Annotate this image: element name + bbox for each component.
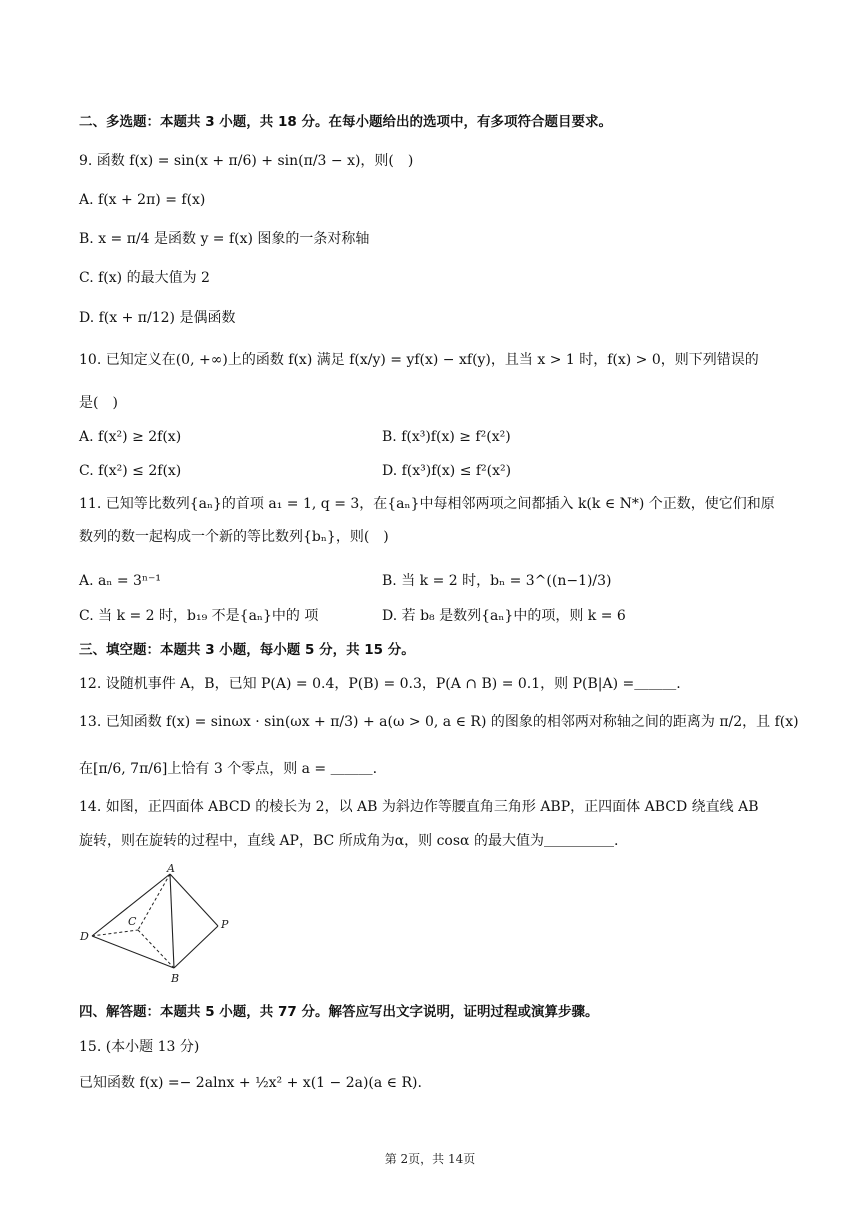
- edge-pb: [174, 926, 218, 968]
- question-15-stem: 已知函数 f(x) =− 2alnx + ½x² + x(1 − 2a)(a ∈ R).: [79, 1075, 422, 1091]
- edge-ac-hidden: [138, 874, 170, 930]
- question-15-title: 15. (本小题 13 分): [79, 1039, 200, 1055]
- section-heading-multiple-choice: 二、多选题：本题共 3 小题，共 18 分。在每小题给出的选项中，有多项符合题目要求。: [79, 114, 612, 130]
- question-10-option-b: B. f(x³)f(x) ≥ f²(x²): [382, 429, 511, 445]
- question-10-option-a: A. f(x²) ≥ 2f(x): [79, 429, 182, 445]
- question-12: 12. 设随机事件 A，B，已知 P(A) = 0.4，P(B) = 0.3，P(A ∩ B) = 0.1，则 P(B|A) =＿＿＿.: [79, 676, 681, 692]
- vertex-label-b: B: [171, 972, 180, 985]
- page-footer: 第 2页，共 14页: [384, 1152, 476, 1166]
- question-11-stem-line-1: 11. 已知等比数列{aₙ}的首项 a₁ = 1, q = 3，在{aₙ}中每相邻两项之间都插入 k(k ∈ N*) 个正数，使它们和原: [79, 496, 775, 512]
- section-heading-solutions: 四、解答题：本题共 5 小题，共 77 分。解答应写出文字说明，证明过程或演算步骤。: [79, 1004, 599, 1020]
- edge-ab: [170, 874, 174, 968]
- question-13-line-2: 在[π/6, 7π/6]上恰有 3 个零点，则 a = ＿＿＿.: [79, 761, 378, 777]
- vertex-label-p: P: [221, 918, 229, 931]
- vertex-label-d: D: [80, 930, 89, 943]
- section-heading-fill-in: 三、填空题：本题共 3 小题，每小题 5 分，共 15 分。: [79, 642, 415, 658]
- question-11-option-c: C. 当 k = 2 时，b₁₉ 不是{aₙ}中的 项: [79, 608, 319, 624]
- question-11-option-d: D. 若 b₈ 是数列{aₙ}中的项，则 k = 6: [382, 608, 626, 624]
- question-14-line-2: 旋转，则在旋转的过程中，直线 AP，BC 所成角为α，则 cosα 的最大值为＿＿＿＿＿.: [79, 833, 619, 849]
- question-10-stem-line-1: 10. 已知定义在(0, +∞)上的函数 f(x) 满足 f(x/y) = yf(x) − xf(y)，且当 x > 1 时，f(x) > 0，则下列错误的: [79, 352, 759, 368]
- question-13-line-1: 13. 已知函数 f(x) = sinωx · sin(ωx + π/3) + a(ω > 0, a ∈ R) 的图象的相邻两对称轴之间的距离为 π/2，且 f(x): [79, 714, 799, 730]
- question-9-option-b: B. x = π/4 是函数 y = f(x) 图象的一条对称轴: [79, 231, 370, 247]
- question-9-option-c: C. f(x) 的最大值为 2: [79, 270, 210, 286]
- question-10-option-d: D. f(x³)f(x) ≤ f²(x²): [382, 463, 512, 479]
- question-10-option-c: C. f(x²) ≤ 2f(x): [79, 463, 182, 479]
- question-11-option-b: B. 当 k = 2 时，bₙ = 3^((n−1)/3): [382, 573, 612, 589]
- tetrahedron-diagram: [78, 862, 236, 986]
- question-14-line-1: 14. 如图，正四面体 ABCD 的棱长为 2，以 AB 为斜边作等腰直角三角形 ABP，正四面体 ABCD 绕直线 AB: [79, 799, 759, 815]
- tetrahedron-figure: [78, 862, 236, 986]
- question-9-stem: 9. 函数 f(x) = sin(x + π/6) + sin(π/3 − x)，则( ): [79, 153, 414, 169]
- question-11-stem-line-2: 数列的数一起构成一个新的等比数列{bₙ}，则( ): [79, 529, 389, 545]
- edge-db: [92, 936, 174, 968]
- question-11-option-a: A. aₙ = 3ⁿ⁻¹: [79, 573, 162, 589]
- question-10-stem-line-2: 是( ): [79, 395, 118, 411]
- edge-cb-hidden: [138, 930, 174, 968]
- edge-ap: [170, 874, 218, 926]
- question-9-option-d: D. f(x + π/12) 是偶函数: [79, 310, 236, 326]
- question-9-option-a: A. f(x + 2π) = f(x): [79, 192, 206, 208]
- vertex-label-c: C: [128, 915, 137, 928]
- vertex-label-a: A: [167, 862, 175, 875]
